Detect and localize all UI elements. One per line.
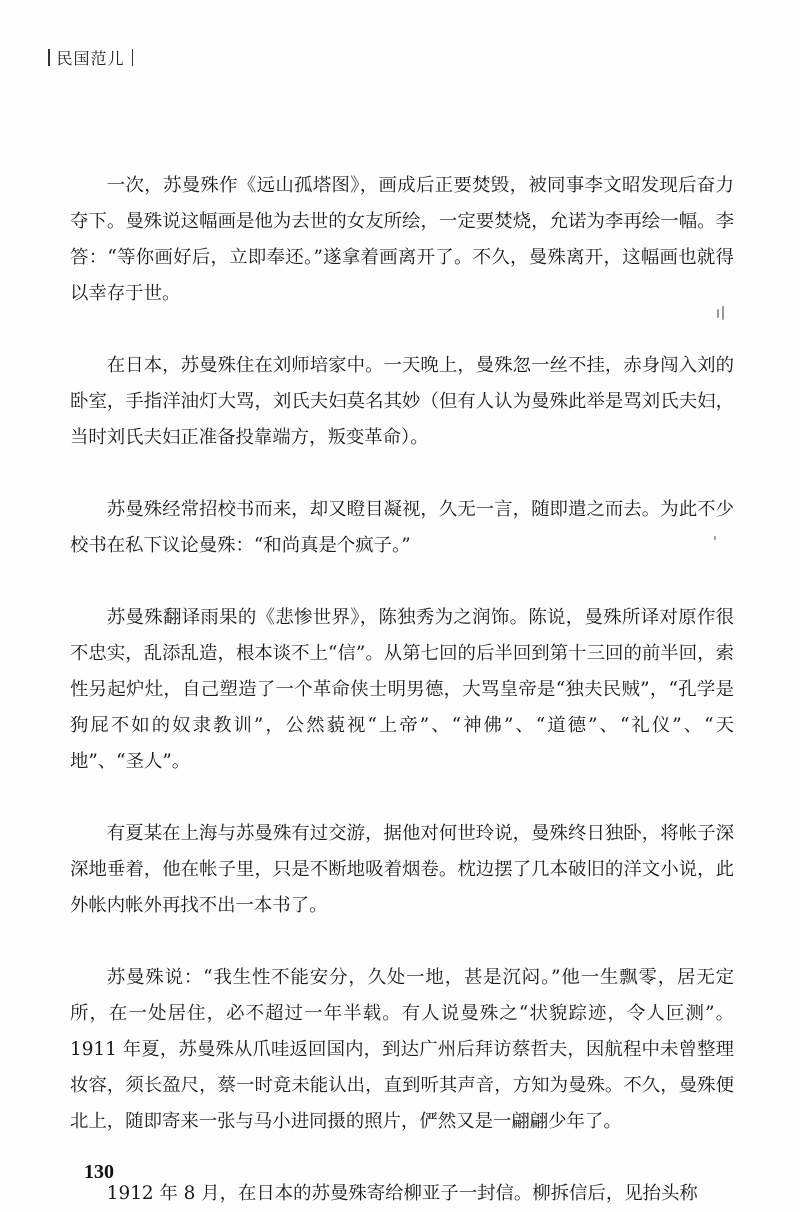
paragraph: 在日本，苏曼殊住在刘师培家中。一天晚上，曼殊忽一丝不挂，赤身闯入刘的卧室，手指洋油灯大骂，刘氏夫妇莫名其妙（但有人认为曼殊此举是骂刘氏夫妇，当时刘氏夫妇正准备投靠端方，叛变革命）。 [70, 355, 734, 448]
paragraph: 1912 年 8 月，在日本的苏曼殊寄给柳亚子一封信。柳拆信后，见抬头称 [106, 1183, 698, 1204]
page-number: 130 [84, 1161, 114, 1183]
body-text [70, 168, 734, 1212]
paragraph: 苏曼殊说：“我生性不能安分，久处一地，甚是沉闷。”他一生飘零，居无定所，在一处居住，必不超过一年半载。有人说曼殊之“状貌踪迹，令人叵测”。1911 年夏，苏曼殊从爪哇返回国内，到达广州后拜访蔡哲夫，因航程中未曾整理妆容，须长盈尺，蔡一时竟未能认出，直到听其声音，方知为曼殊。不久，曼殊便北上，随即寄来一张与马小进同摄的照片，俨然又是一翩翩少年了。 [70, 967, 734, 1132]
scan-speck [714, 536, 716, 540]
running-head-left-rule [48, 49, 50, 66]
running-title: 民国范儿 [56, 49, 125, 68]
running-head-right-rule [132, 49, 134, 66]
paragraph: 一次，苏曼殊作《远山孤塔图》，画成后正要焚毁，被同事李文昭发现后奋力夺下。曼殊说这幅画是他为去世的女友所绘，一定要焚烧，允诺为李再绘一幅。李答：“等你画好后，立即奉还。”遂拿着画离开了。不久，曼殊离开，这幅画也就得以幸存于世。 [70, 175, 734, 304]
paragraph: 苏曼殊经常招校书而来，却又瞪目凝视，久无一言，随即遣之而去。为此不少校书在私下议论曼殊：“和尚真是个疯子。” [70, 499, 734, 556]
running-head [48, 46, 133, 69]
paragraph: 有夏某在上海与苏曼殊有过交游，据他对何世玲说，曼殊终日独卧，将帐子深深地垂着，他在帐子里，只是不断地吸着烟卷。枕边摆了几本破旧的洋文小说，此外帐内帐外再找不出一本书了。 [70, 823, 734, 916]
scan-speck [717, 309, 719, 318]
scan-speck [722, 306, 724, 320]
paragraph: 苏曼殊翻译雨果的《悲惨世界》，陈独秀为之润饰。陈说，曼殊所译对原作很不忠实，乱添乱造，根本谈不上“信”。从第七回的后半回到第十三回的前半回，索性另起炉灶，自己塑造了一个革命侠士明男德，大骂皇帝是“独夫民贼”，“孔学是狗屁不如的奴隶教训”，公然藐视“上帝”、“神佛”、“道德”、“礼仪”、“天地”、“圣人”。 [70, 607, 734, 772]
